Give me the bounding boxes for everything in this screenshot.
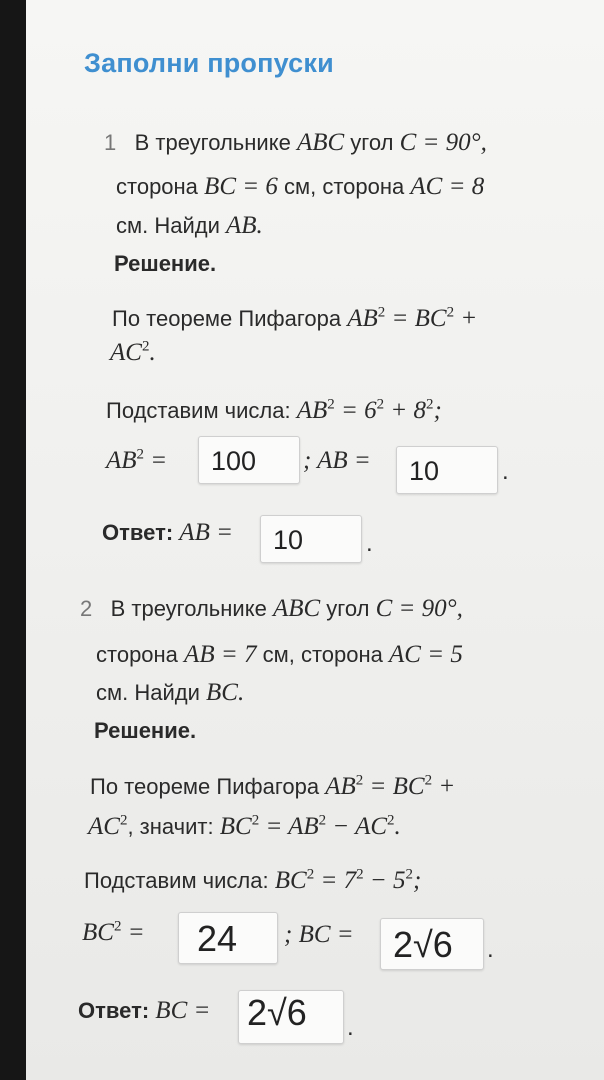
period: .: [347, 1014, 354, 1041]
problem-2-line-3: см. Найди BC.: [96, 679, 245, 706]
answer-box-final[interactable]: 10: [260, 515, 362, 563]
problem-1-line-2: сторона BC = 6 см, сторона AC = 8: [116, 173, 485, 200]
answer-box-ab-squared[interactable]: 100: [198, 436, 300, 484]
calc-line: $BC^2$ =: [82, 918, 145, 946]
problem-number: 2: [80, 596, 93, 621]
calc-line: $AB^2$ =: [106, 446, 168, 474]
period: .: [366, 530, 373, 557]
solution-label: Решение.: [114, 251, 217, 276]
solution-label: Решение.: [94, 718, 197, 743]
substitution-line: Подставим числа: $BC^2 = 7^2 - 5^2$;: [84, 866, 422, 894]
pythagoras-line: По теореме Пифагора $AB^2 = BC^2$ +: [112, 304, 478, 332]
answer-box-ab[interactable]: 10: [396, 446, 498, 494]
answer-box-bc[interactable]: 2√6: [380, 918, 484, 970]
pythagoras-line-2: $AC^2$, значит: $BC^2 = AB^2 - AC^2$.: [88, 812, 401, 840]
answer-box-final[interactable]: 2√6: [238, 990, 344, 1044]
calc-separator: ; BC =: [284, 921, 354, 948]
device-bezel: [0, 0, 26, 1080]
problem-number: 1: [104, 130, 117, 155]
pythagoras-line: По теореме Пифагора $AB^2 = BC^2$ +: [90, 772, 456, 800]
period: .: [487, 936, 494, 963]
substitution-line: Подставим числа: $AB^2 = 6^2 + 8^2$;: [106, 396, 442, 424]
problem-2-line-2: сторона AB = 7 см, сторона AC = 5: [96, 641, 463, 668]
problem-1-line-1: 1 В треугольнике ABC угол C = 90°,: [104, 129, 487, 156]
page-title: Заполни пропуски: [84, 48, 334, 78]
pythagoras-line-2: $AC^2$.: [110, 338, 156, 366]
calc-separator: ; AB =: [303, 447, 371, 474]
period: .: [502, 458, 509, 485]
answer-box-bc-squared[interactable]: 24: [178, 912, 278, 964]
problem-2-line-1: 2 В треугольнике ABC угол C = 90°,: [80, 595, 463, 622]
answer-line: Ответ: BC =: [78, 997, 211, 1024]
answer-line: Ответ: AB =: [102, 519, 233, 546]
problem-1-line-3: см. Найди AB.: [116, 212, 263, 239]
